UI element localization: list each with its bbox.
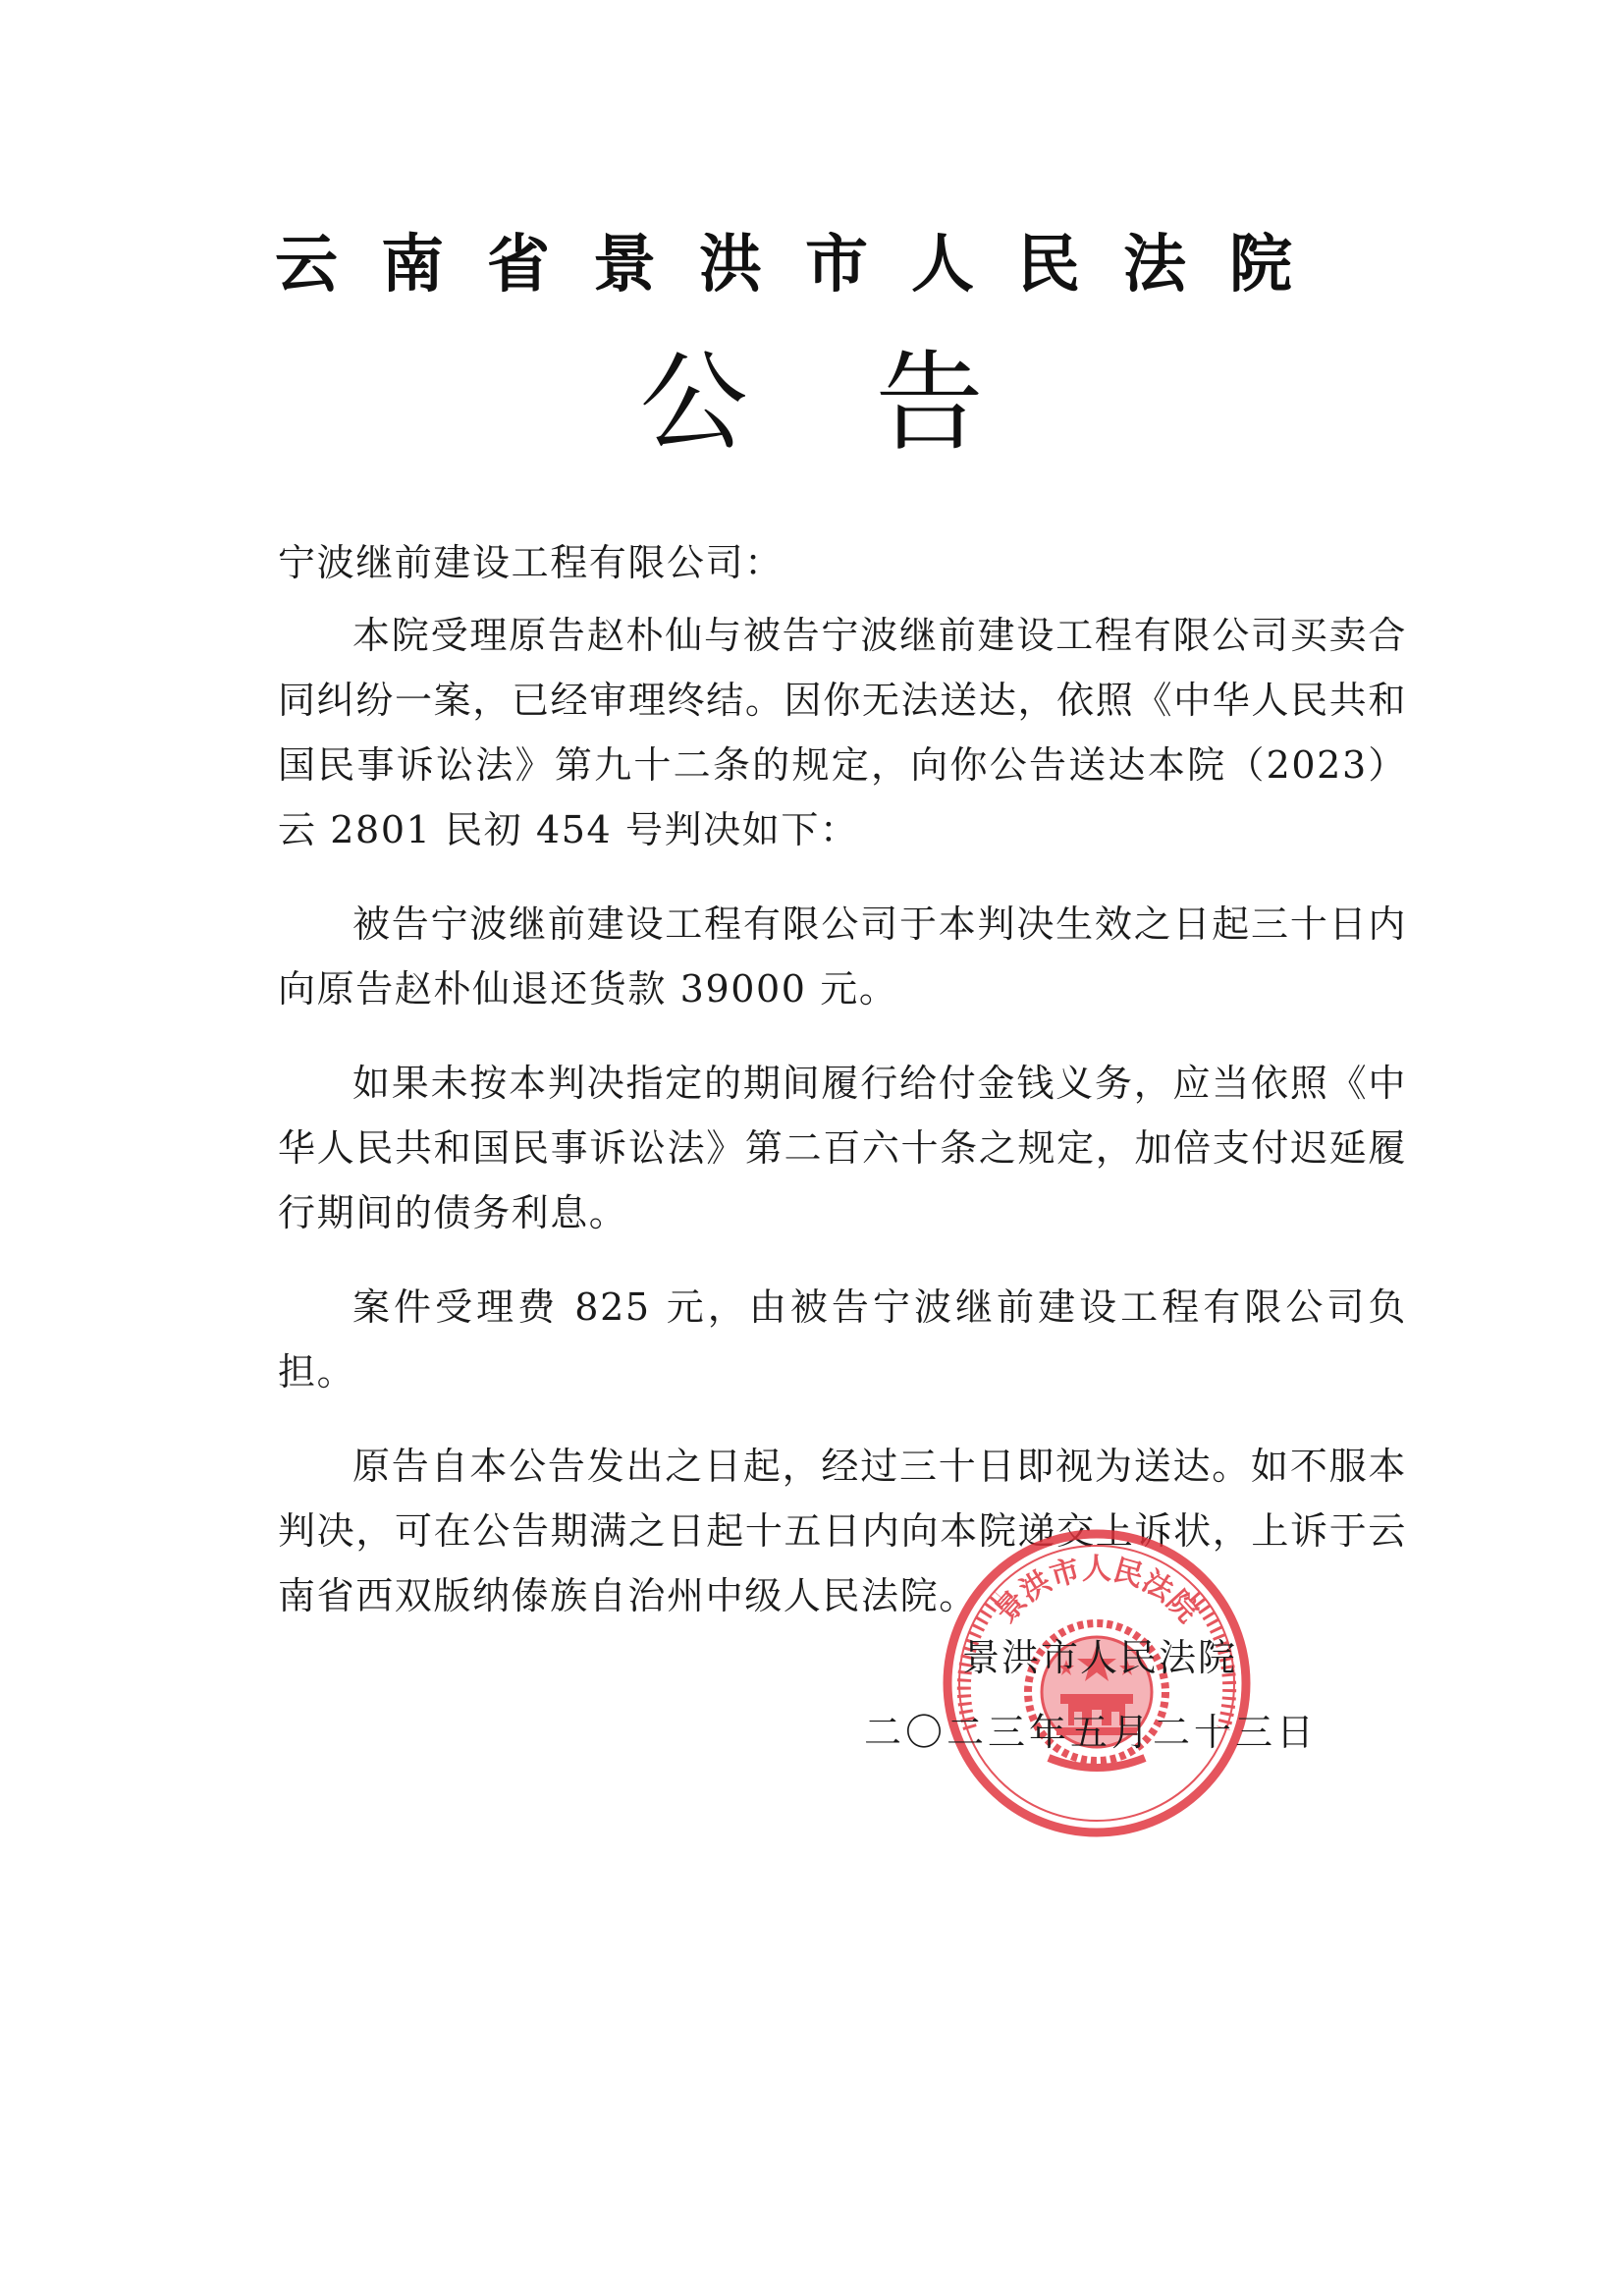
paragraph-case-intro: 本院受理原告赵朴仙与被告宁波继前建设工程有限公司买卖合同纠纷一案，已经审理终结。因你无法送达，依照《中华人民共和国民事诉讼法》第九十二条的规定，向你公告送达本院（2023）云 2801 民初 454 号判决如下：: [278, 614, 1407, 851]
signature-court-name: 景洪市人民法院: [962, 1636, 1238, 1679]
signature-block: [864, 1625, 1375, 1765]
svg-text:景洪市人民法院: [989, 1552, 1205, 1629]
paragraph-appeal-notice: 原告自本公告发出之日起，经过三十日即视为送达。如不服本判决，可在公告期满之日起十五日内向本院递交上诉状，上诉于云南省西双版纳傣族自治州中级人民法院。: [278, 1445, 1407, 1617]
addressee: 宁波继前建设工程有限公司：: [278, 541, 784, 584]
court-name-title: 云南省景洪市人民法院: [275, 228, 1335, 301]
notice-body: [278, 530, 1407, 1658]
seal-lettering: 景洪市人民法院: [988, 1552, 1206, 1630]
paragraph-judgment: 被告宁波继前建设工程有限公司于本判决生效之日起三十日内向原告赵朴仙退还货款 39000 元。: [278, 902, 1407, 1011]
paragraph-late-interest: 如果未按本判决指定的期间履行给付金钱义务，应当依照《中华人民共和国民事诉讼法》第二百六十条之规定，加倍支付迟延履行期间的债务利息。: [278, 1062, 1407, 1234]
document-type-title: 公告: [639, 340, 1111, 465]
paragraph-court-fee: 案件受理费 825 元，由被告宁波继前建设工程有限公司负担。: [278, 1285, 1407, 1394]
signature-date: 二〇二三年五月二十三日: [864, 1711, 1319, 1754]
